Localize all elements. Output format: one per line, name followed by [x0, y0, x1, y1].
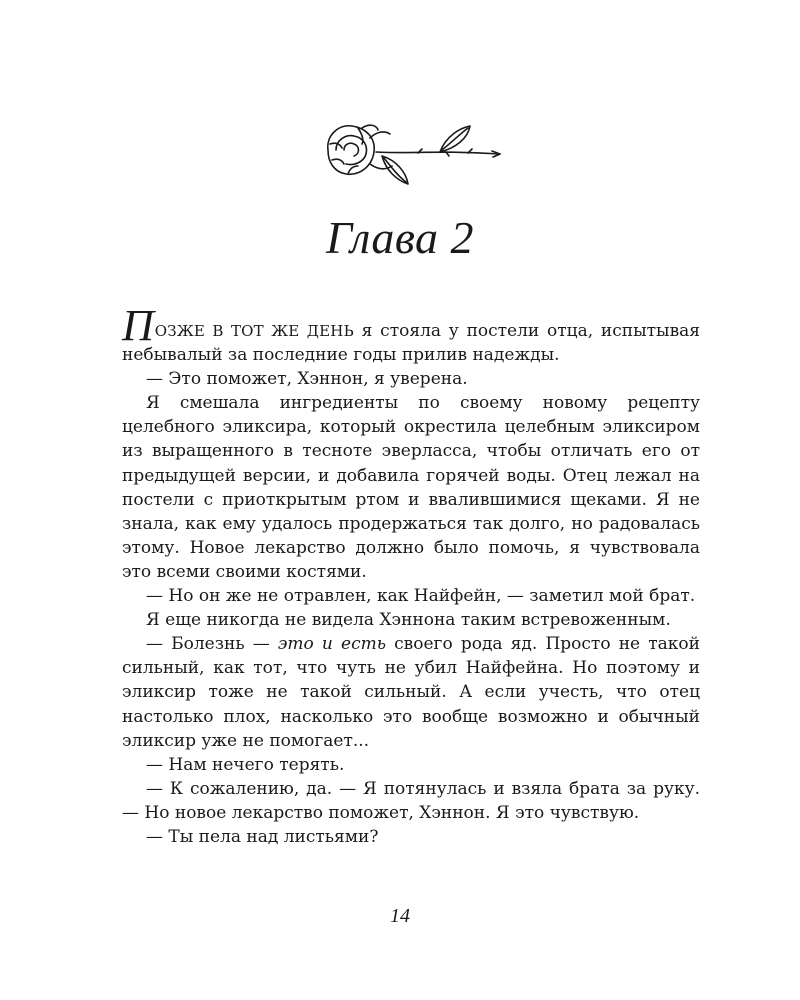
drop-cap: П: [122, 301, 154, 350]
body-text: [122, 301, 700, 849]
paragraph: Я смешала ингредиенты по своему новому рецепту целебного эликсира, который окрестила целебным эликсиром из выращенного в тесноте эверласса, чтобы отличать его от предыдущей версии, и добавила горячей воды. Отец лежал на постели с приоткрытым ртом и ввалившимися щеками. Я не знала, как ему удалось продержаться так долго, но радовалась этому. Новое лекарство должно было помочь, я чувствовала это всеми своими костями.: [122, 393, 700, 582]
paragraph-with-emphasis: [122, 632, 700, 752]
opening-paragraph: [122, 301, 700, 367]
paragraph: — К сожалению, да. — Я потянулась и взяла брата за руку. — Но новое лекарство поможет, Хэннон. Я это чувствую.: [122, 778, 700, 823]
lead-in-caps: ОЗЖЕ В ТОТ ЖЕ ДЕНЬ: [154, 322, 354, 340]
emphasis-italic: это и есть: [277, 634, 386, 655]
rose-icon: [318, 114, 504, 192]
opening-text: я стояла у постели отца, испытывая небывалый за последние годы прилив надежды.: [122, 321, 700, 366]
paragraph: Я еще никогда не видела Хэннона таким встревоженным.: [146, 610, 671, 631]
paragraph: — Но он же не отравлен, как Найфейн, — заметил мой брат.: [146, 586, 696, 607]
paragraph: — Ты пела над листьями?: [146, 826, 379, 847]
page-number: 14: [390, 905, 410, 927]
emphasis-before: — Болезнь —: [146, 634, 278, 655]
paragraph: — Нам нечего терять.: [146, 754, 345, 775]
paragraph: — Это поможет, Хэннон, я уверена.: [146, 369, 468, 390]
emphasis-after: своего рода яд. Просто не такой сильный, как тот, что чуть не убил Найфейна. Но поэтому и эликсир тоже не такой сильный. А если учесть, что отец настолько плох, насколько это вообще возможно и обычный эликсир уже не помогает...: [122, 634, 700, 751]
chapter-title: Глава 2: [326, 212, 474, 263]
